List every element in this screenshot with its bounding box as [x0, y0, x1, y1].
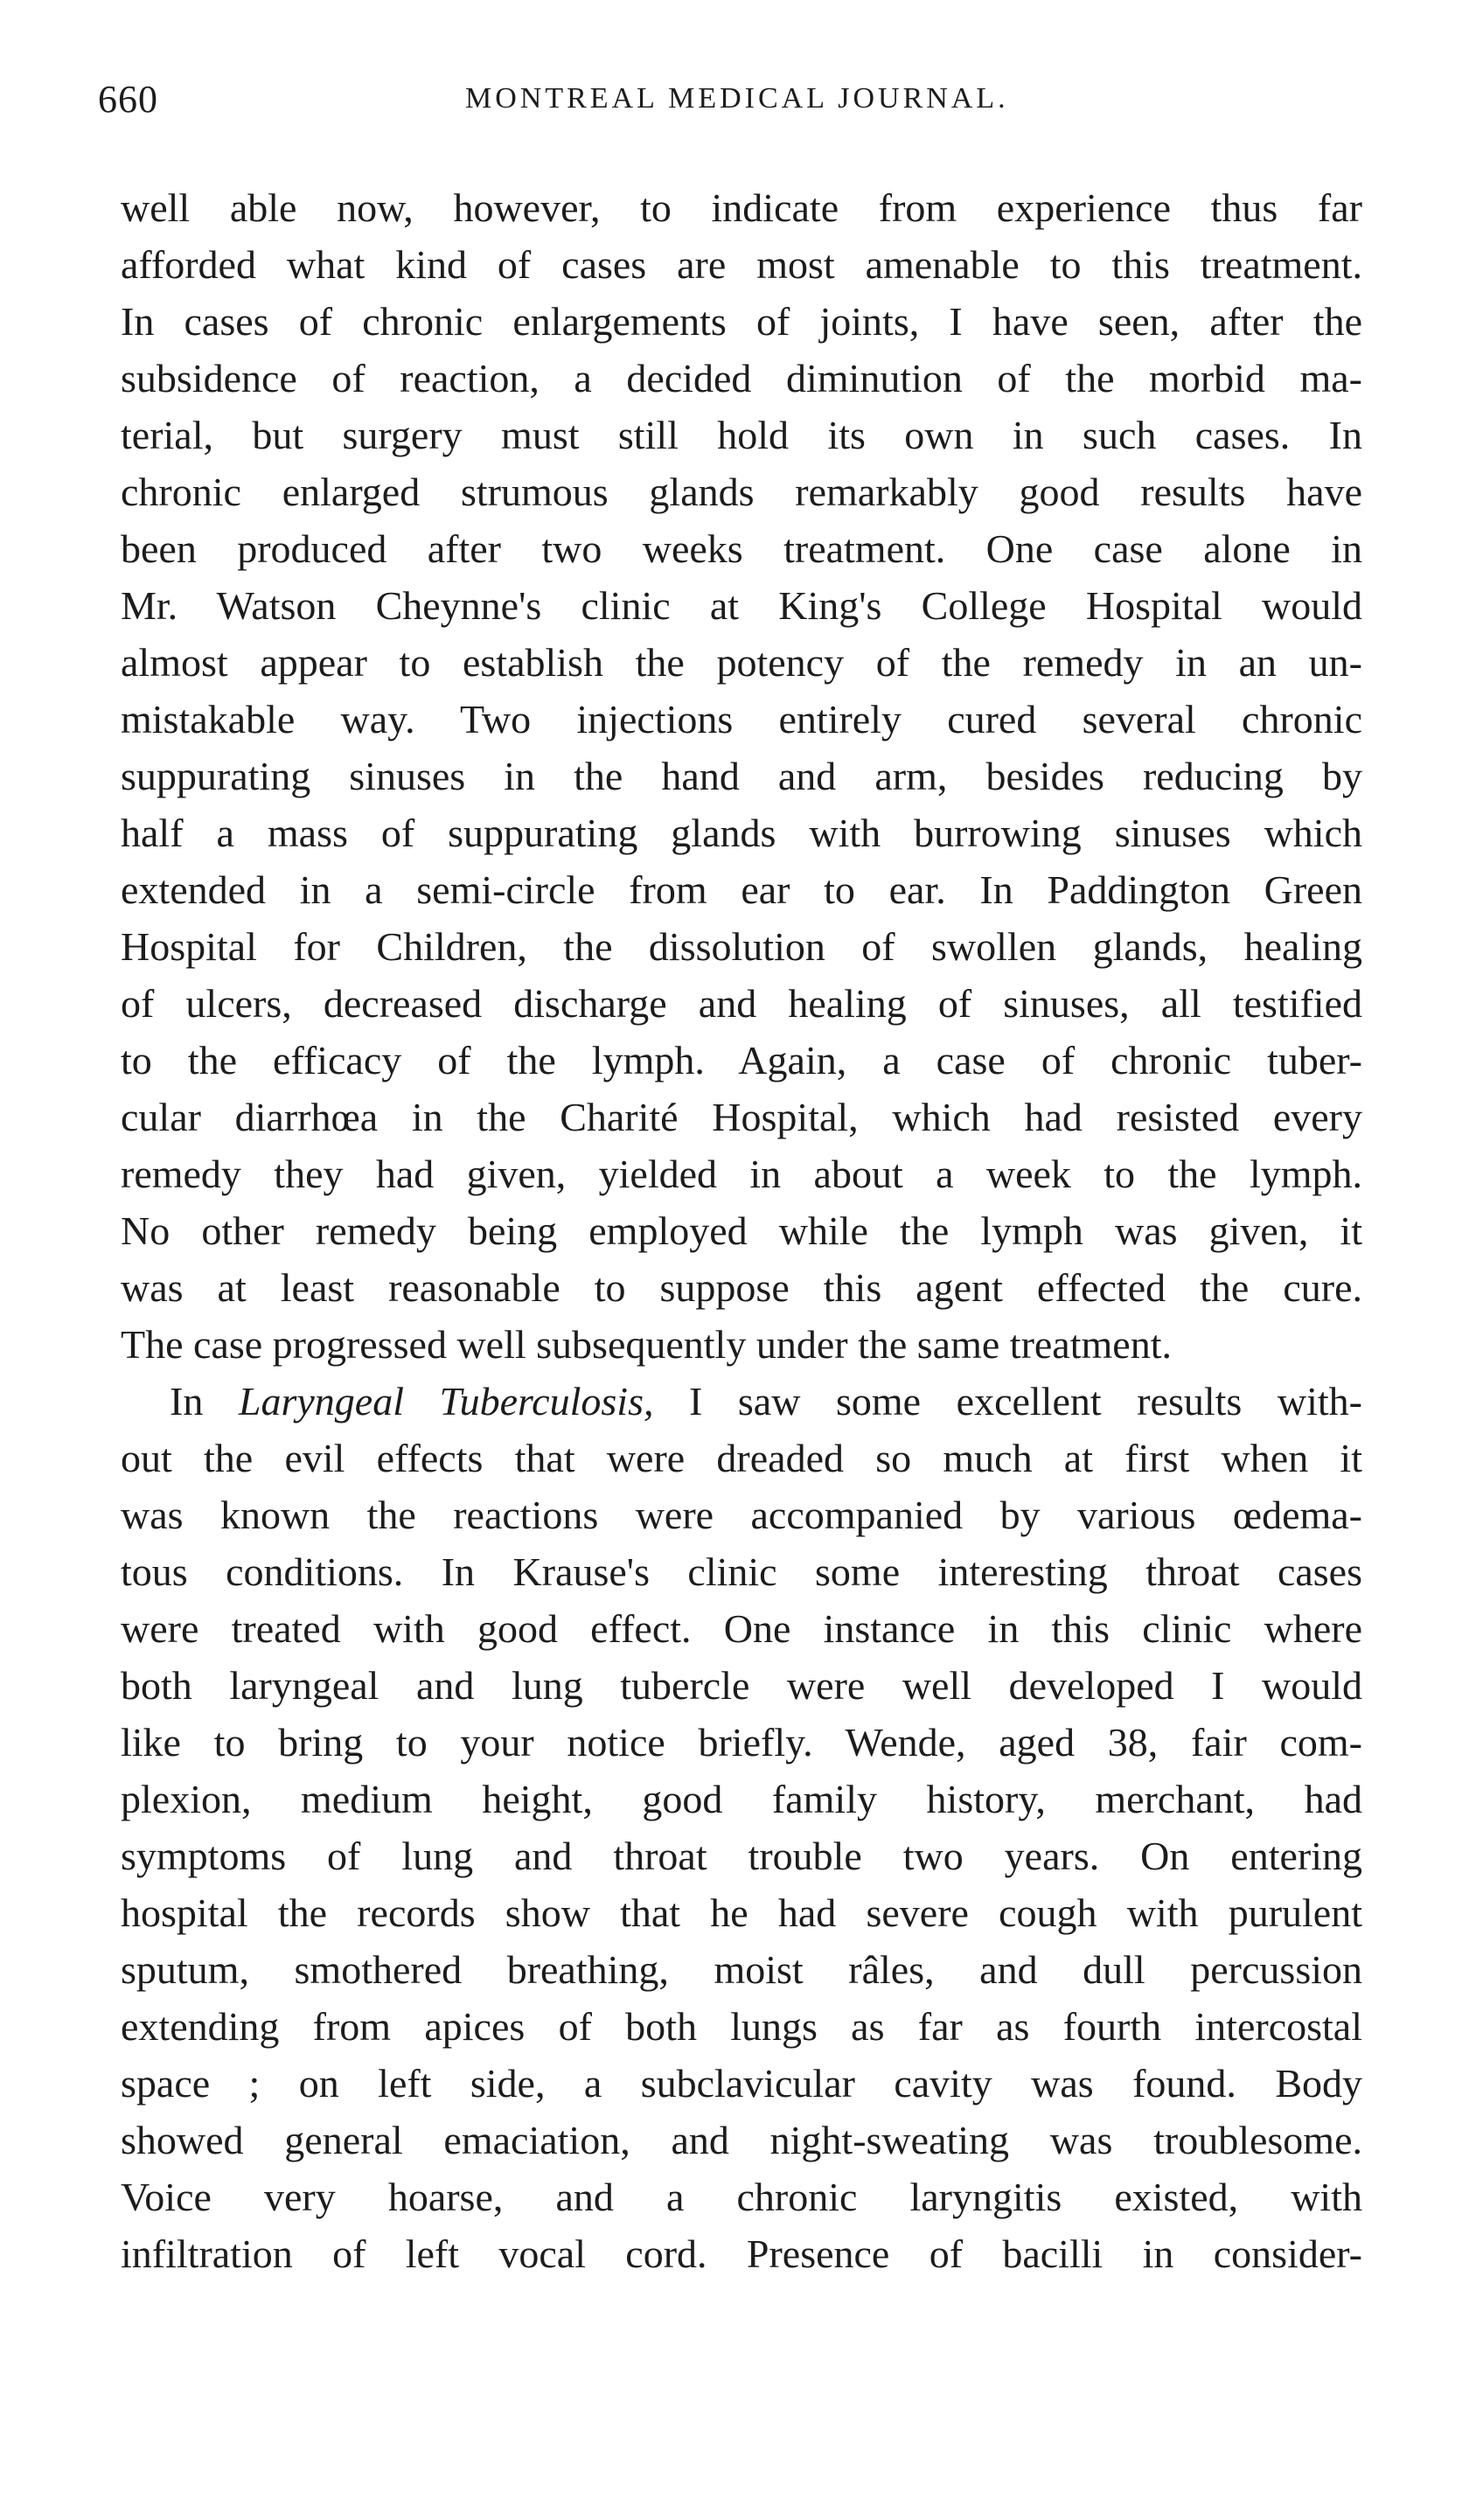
text-run: In: [170, 1379, 239, 1424]
text-line: mistakable way. Two injections entirely cured several chronic: [121, 697, 1362, 741]
text-line: hospital the records show that he had severe cough with purulent: [121, 1890, 1362, 1935]
text-line: symptoms of lung and throat trouble two years. On entering: [121, 1834, 1362, 1878]
text-line: infiltration of left vocal cord. Presence of bacilli in consider-: [121, 2231, 1362, 2276]
text-line: terial, but surgery must still hold its own in such cases. In: [121, 413, 1362, 457]
italic-heading: Laryngeal Tuberculosis,: [238, 1379, 654, 1424]
body-text: [121, 179, 1362, 2282]
text-line: remedy they had given, yielded in about a week to the lymph.: [121, 1152, 1362, 1196]
text-line: The case progressed well subsequently under the same treatment.: [121, 1322, 1172, 1367]
text-line: well able now, however, to indicate from experience thus far: [121, 185, 1362, 230]
text-line: No other remedy being employed while the lymph was given, it: [121, 1208, 1362, 1253]
text-line: was at least reasonable to suppose this agent effected the cure.: [121, 1265, 1362, 1310]
text-line: afforded what kind of cases are most amenable to this treatment.: [121, 242, 1362, 287]
paragraph-2: [121, 1373, 1362, 2282]
text-line: were treated with good effect. One instance in this clinic where: [121, 1606, 1362, 1651]
text-line: out the evil effects that were dreaded so much at first when it: [121, 1436, 1362, 1480]
text-line: like to bring to your notice briefly. Wende, aged 38, fair com-: [121, 1720, 1362, 1765]
text-line: [121, 1373, 1362, 1430]
text-line: to the efficacy of the lymph. Again, a case of chronic tuber-: [121, 1038, 1362, 1082]
text-line: subsidence of reaction, a decided diminution of the morbid ma-: [121, 356, 1362, 400]
text-line: chronic enlarged strumous glands remarkably good results have: [121, 470, 1362, 514]
text-line: both laryngeal and lung tubercle were well developed I would: [121, 1663, 1362, 1708]
text-line: Voice very hoarse, and a chronic laryngitis existed, with: [121, 2175, 1362, 2219]
text-line: of ulcers, decreased discharge and healing of sinuses, all testified: [121, 981, 1362, 1026]
text-line: plexion, medium height, good family history, merchant, had: [121, 1777, 1362, 1821]
page-number: 660: [98, 78, 158, 121]
text-line: cular diarrhœa in the Charité Hospital, which had resisted every: [121, 1095, 1362, 1139]
text-line: extended in a semi-circle from ear to ear. In Paddington Green: [121, 867, 1362, 912]
text-line: almost appear to establish the potency of the remedy in an un-: [121, 640, 1362, 685]
text-line: half a mass of suppurating glands with burrowing sinuses which: [121, 811, 1362, 855]
running-title: MONTREAL MEDICAL JOURNAL.: [465, 82, 1009, 115]
text-run: I saw some excellent results with-: [653, 1379, 1362, 1424]
text-line: In cases of chronic enlargements of joints, I have seen, after the: [121, 299, 1362, 344]
text-line: sputum, smothered breathing, moist râles, and dull percussion: [121, 1947, 1362, 1992]
text-line: suppurating sinuses in the hand and arm, besides reducing by: [121, 754, 1362, 798]
text-line: showed general emaciation, and night-sweating was troublesome.: [121, 2118, 1362, 2162]
text-line: was known the reactions were accompanied by various œdema-: [121, 1493, 1362, 1537]
text-line: Hospital for Children, the dissolution of swollen glands, healing: [121, 924, 1362, 969]
paragraph-1: [121, 179, 1362, 1373]
text-line: space ; on left side, a subclavicular cavity was found. Body: [121, 2061, 1362, 2106]
text-line: tous conditions. In Krause's clinic some interesting throat cases: [121, 1549, 1362, 1594]
text-line: been produced after two weeks treatment. One case alone in: [121, 526, 1362, 571]
text-line: Mr. Watson Cheynne's clinic at King's College Hospital would: [121, 583, 1362, 628]
text-line: extending from apices of both lungs as far as fourth intercostal: [121, 2004, 1362, 2049]
page-header: [98, 77, 1410, 129]
